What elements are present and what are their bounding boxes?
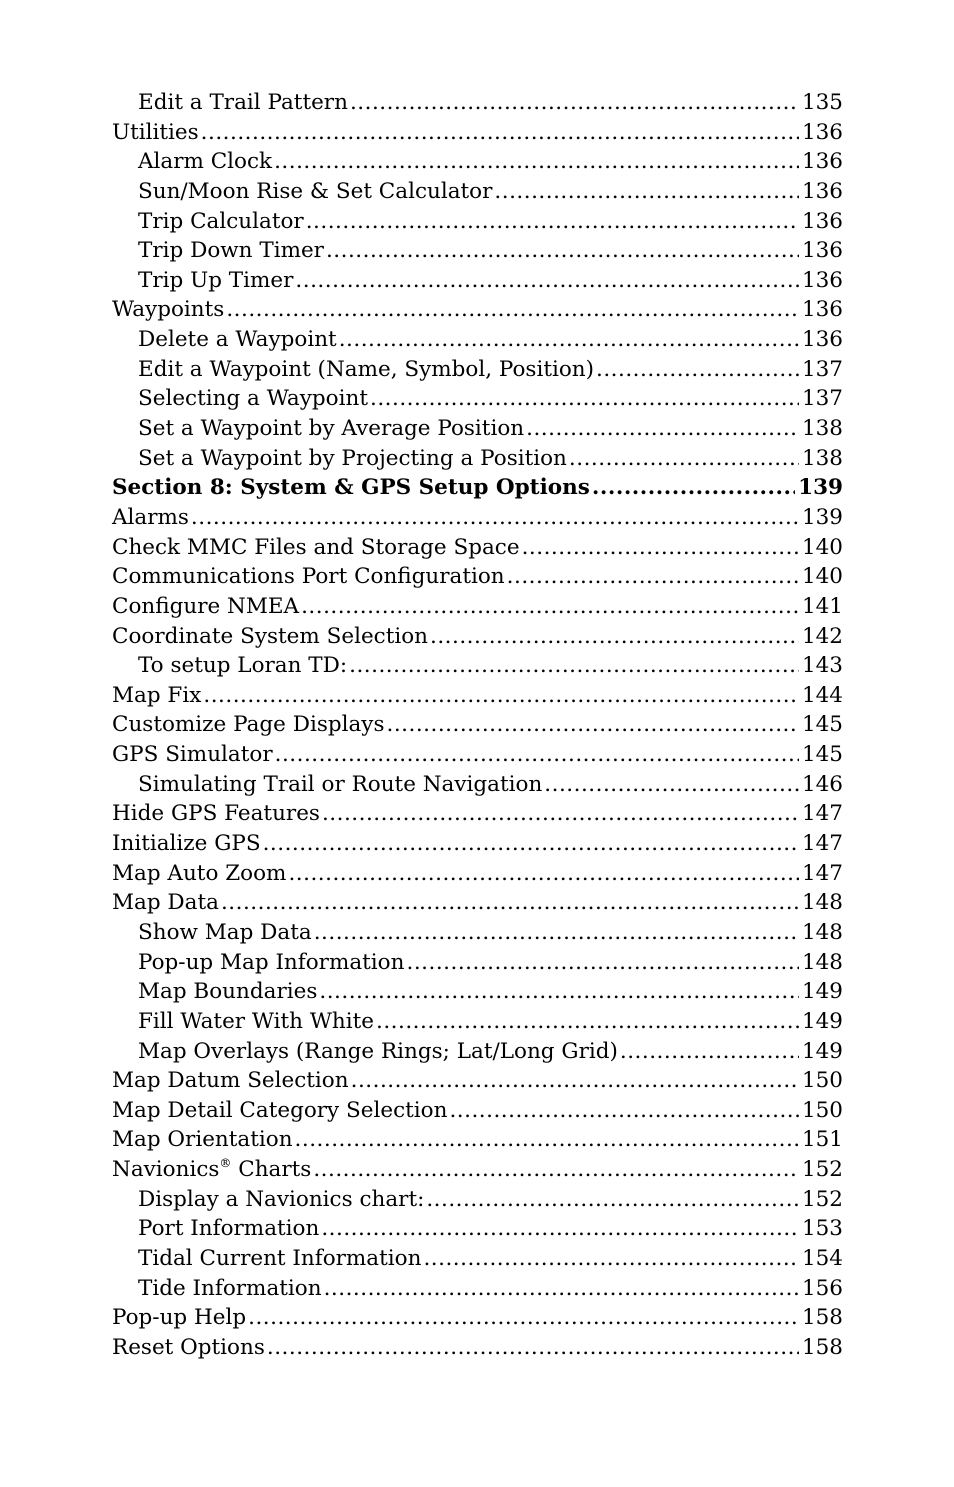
dot-leader: [596, 355, 799, 385]
toc-entry-title: [112, 740, 273, 770]
toc-entry-title-text: Sun/Moon Rise & Set Calculator: [138, 178, 493, 204]
dot-leader: [592, 473, 795, 503]
toc-entry[interactable]: [112, 1096, 843, 1126]
toc-entry[interactable]: [112, 1244, 843, 1274]
toc-entry[interactable]: [112, 799, 843, 829]
toc-entry-title: [138, 147, 272, 177]
dot-leader: [295, 266, 799, 296]
dot-leader: [494, 177, 799, 207]
dot-leader: [426, 1185, 799, 1215]
dot-leader: [522, 533, 799, 563]
toc-entry[interactable]: [112, 651, 843, 681]
toc-entry[interactable]: [112, 1007, 843, 1037]
toc-entry-page-number: 136: [801, 238, 843, 264]
toc-entry-page-number: 139: [801, 504, 843, 530]
toc-entry-page-number: 148: [801, 890, 843, 916]
toc-entry-title-text: Selecting a Waypoint: [138, 386, 368, 412]
toc-entry-title-text: Waypoints: [112, 297, 225, 323]
dot-leader: [203, 681, 799, 711]
toc-entry-page-number: 152: [801, 1157, 843, 1183]
toc-entry[interactable]: [112, 622, 843, 652]
toc-entry-page-number: 147: [801, 860, 843, 886]
toc-entry[interactable]: [112, 1214, 843, 1244]
toc-entry-title: [112, 503, 189, 533]
toc-entry-title-text: Utilities: [112, 119, 199, 145]
toc-entry[interactable]: [112, 384, 843, 414]
toc-entry-title-text: Edit a Waypoint (Name, Symbol, Position): [138, 356, 595, 382]
toc-entry-title-text: Customize Page Displays: [112, 712, 385, 738]
dot-leader: [313, 1155, 799, 1185]
toc-entry-title: [138, 1037, 618, 1067]
toc-entry-title-text: Map Fix: [112, 682, 202, 708]
toc-entry-page-number: 158: [801, 1334, 843, 1360]
toc-entry-page-number: 137: [801, 356, 843, 382]
dot-leader: [274, 147, 799, 177]
toc-entry[interactable]: [112, 740, 843, 770]
toc-entry-page-number: 148: [801, 919, 843, 945]
toc-entry[interactable]: [112, 1125, 843, 1155]
toc-entry-title-text: Map Data: [112, 890, 219, 916]
toc-entry-page-number: 136: [801, 208, 843, 234]
toc-entry-page-number: 137: [801, 386, 843, 412]
toc-entry-title-text: Set a Waypoint by Projecting a Position: [138, 445, 567, 471]
toc-entry-title: [112, 1066, 349, 1096]
dot-leader: [263, 829, 799, 859]
dot-leader: [351, 1066, 799, 1096]
table-of-contents: [112, 88, 843, 1363]
toc-entry-title: [138, 1185, 424, 1215]
dot-leader: [191, 503, 799, 533]
toc-entry-page-number: 153: [801, 1216, 843, 1242]
toc-entry-title: [138, 918, 312, 948]
dot-leader: [306, 207, 799, 237]
toc-entry[interactable]: [112, 88, 843, 118]
toc-entry-title: [138, 266, 293, 296]
toc-entry-title: [138, 88, 348, 118]
toc-entry-title: [112, 118, 199, 148]
toc-entry-title-text: Configure NMEA: [112, 593, 300, 619]
toc-entry-title-text: Fill Water With White: [138, 1008, 375, 1034]
toc-entry[interactable]: [112, 770, 843, 800]
toc-entry-page-number: 149: [801, 979, 843, 1005]
toc-entry-title-text: Alarm Clock: [138, 149, 273, 175]
toc-entry[interactable]: [112, 592, 843, 622]
dot-leader: [267, 1333, 799, 1363]
toc-entry-page-number: 138: [801, 416, 843, 442]
toc-entry-title: [112, 295, 224, 325]
toc-entry-title-text: Pop-up Help: [112, 1305, 247, 1331]
toc-entry-title-text: Map Detail Category Selection: [112, 1097, 448, 1123]
toc-entry[interactable]: [112, 414, 843, 444]
toc-entry-title: [138, 977, 317, 1007]
toc-entry-page-number: 149: [801, 1008, 843, 1034]
dot-leader: [248, 1303, 799, 1333]
toc-entry[interactable]: [112, 118, 843, 148]
toc-entry[interactable]: [112, 325, 843, 355]
toc-entry-title-text: Map Boundaries: [138, 979, 318, 1005]
toc-entry[interactable]: [112, 266, 843, 296]
toc-entry-title: [138, 207, 304, 237]
toc-entry-page-number: 138: [801, 445, 843, 471]
toc-entry-title-text: Trip Up Timer: [138, 267, 294, 293]
toc-entry[interactable]: [112, 473, 843, 503]
toc-entry-title-text: Initialize GPS: [112, 831, 261, 857]
toc-entry-title: [112, 799, 320, 829]
dot-leader: [226, 295, 799, 325]
toc-entry-title: [112, 681, 201, 711]
toc-entry-title-text: Map Orientation: [112, 1127, 293, 1153]
toc-entry-title-text: Tide Information: [138, 1275, 322, 1301]
dot-leader: [221, 888, 799, 918]
toc-entry-title: [112, 622, 428, 652]
toc-entry[interactable]: [112, 888, 843, 918]
toc-entry-page-number: 149: [801, 1038, 843, 1064]
toc-entry[interactable]: [112, 147, 843, 177]
dot-leader: [350, 88, 799, 118]
toc-entry-title: [112, 1303, 246, 1333]
toc-entry-title-text: Set a Waypoint by Average Position: [138, 416, 525, 442]
toc-entry-page-number: 136: [801, 327, 843, 353]
dot-leader: [349, 651, 799, 681]
toc-entry-title: [112, 473, 590, 503]
toc-entry-page-number: 156: [801, 1275, 843, 1301]
toc-entry[interactable]: [112, 829, 843, 859]
toc-entry-title-text: Simulating Trail or Route Navigation: [138, 771, 543, 797]
dot-leader: [423, 1244, 799, 1274]
dot-leader: [569, 444, 799, 474]
toc-entry-title-text: Section 8: System & GPS Setup Options: [112, 475, 590, 501]
toc-entry[interactable]: [112, 562, 843, 592]
toc-entry-title: [138, 1274, 322, 1304]
toc-entry-page-number: 146: [801, 771, 843, 797]
toc-entry-title-text: GPS Simulator: [112, 742, 273, 768]
toc-entry-page-number: 139: [798, 475, 843, 501]
toc-entry-title-suffix: Charts: [231, 1157, 312, 1183]
toc-entry-page-number: 141: [801, 593, 843, 619]
toc-entry[interactable]: [112, 177, 843, 207]
dot-leader: [370, 384, 799, 414]
toc-entry-title: [112, 829, 261, 859]
toc-entry[interactable]: [112, 681, 843, 711]
toc-entry-page-number: 152: [801, 1186, 843, 1212]
toc-entry-title: [138, 355, 594, 385]
dot-leader: [326, 236, 799, 266]
toc-entry[interactable]: [112, 503, 843, 533]
toc-entry-page-number: 145: [801, 712, 843, 738]
toc-entry[interactable]: [112, 355, 843, 385]
toc-entry-title-text: Map Auto Zoom: [112, 860, 287, 886]
dot-leader: [288, 859, 799, 889]
toc-entry-title: [138, 384, 368, 414]
toc-entry-title: [138, 1244, 421, 1274]
toc-entry-page-number: 136: [801, 178, 843, 204]
toc-entry-title: [138, 325, 337, 355]
toc-entry-title: [112, 859, 286, 889]
toc-entry[interactable]: [112, 1037, 843, 1067]
toc-entry-title-text: Map Datum Selection: [112, 1068, 349, 1094]
toc-entry-title-text: Port Information: [138, 1216, 320, 1242]
toc-entry-page-number: 151: [801, 1127, 843, 1153]
toc-entry[interactable]: [112, 1185, 843, 1215]
toc-entry-title: [112, 710, 385, 740]
dot-leader: [526, 414, 799, 444]
dot-leader: [376, 1007, 799, 1037]
toc-entry-title-text: Alarms: [112, 504, 189, 530]
toc-entry-title: [138, 414, 524, 444]
toc-entry-title-text: Display a Navionics chart:: [138, 1186, 425, 1212]
toc-entry[interactable]: [112, 918, 843, 948]
toc-entry-page-number: 135: [801, 90, 843, 115]
toc-entry-title: [138, 770, 542, 800]
toc-entry-title: [112, 562, 505, 592]
toc-entry-title-text: Tidal Current Information: [138, 1245, 422, 1271]
toc-entry[interactable]: [112, 948, 843, 978]
dot-leader: [339, 325, 799, 355]
dot-leader: [449, 1096, 799, 1126]
dot-leader: [201, 118, 799, 148]
toc-entry[interactable]: [112, 859, 843, 889]
dot-leader: [275, 740, 799, 770]
dot-leader: [295, 1125, 799, 1155]
toc-entry-title: [112, 888, 219, 918]
toc-entry-title: [138, 236, 324, 266]
toc-entry-title-text: Communications Port Configuration: [112, 564, 505, 590]
toc-entry-title-text: Edit a Trail Pattern: [138, 90, 348, 115]
toc-entry-page-number: 145: [801, 742, 843, 768]
dot-leader: [324, 1274, 799, 1304]
toc-entry[interactable]: [112, 1303, 843, 1333]
toc-entry-page-number: 150: [801, 1097, 843, 1123]
toc-entry-page-number: 143: [801, 653, 843, 679]
dot-leader: [314, 918, 799, 948]
toc-entry-title: [112, 1155, 311, 1185]
toc-entry-title: [138, 177, 492, 207]
toc-entry[interactable]: [112, 295, 843, 325]
toc-entry-page-number: 136: [801, 149, 843, 175]
toc-entry-title: [112, 592, 299, 622]
toc-entry[interactable]: [112, 236, 843, 266]
toc-entry-title-text: Check MMC Files and Storage Space: [112, 534, 520, 560]
toc-entry-title: [138, 651, 347, 681]
toc-entry-page-number: 154: [801, 1245, 843, 1271]
toc-entry[interactable]: [112, 444, 843, 474]
toc-entry-page-number: 136: [801, 119, 843, 145]
toc-entry-page-number: 158: [801, 1305, 843, 1331]
toc-entry-title-text: Hide GPS Features: [112, 801, 320, 827]
toc-entry-title-text: Coordinate System Selection: [112, 623, 429, 649]
toc-entry-title-text: Trip Down Timer: [138, 238, 324, 264]
toc-entry-page-number: 136: [801, 267, 843, 293]
toc-entry-title: [138, 444, 567, 474]
registered-mark: ®: [219, 1156, 232, 1171]
toc-entry-page-number: 148: [801, 949, 843, 975]
dot-leader: [544, 770, 799, 800]
dot-leader: [406, 948, 798, 978]
toc-entry-page-number: 136: [801, 297, 843, 323]
toc-entry-page-number: 140: [801, 564, 843, 590]
toc-entry-page-number: 140: [801, 534, 843, 560]
toc-entry-title: [112, 1125, 293, 1155]
dot-leader: [507, 562, 799, 592]
toc-entry[interactable]: [112, 977, 843, 1007]
toc-entry[interactable]: [112, 1066, 843, 1096]
dot-leader: [321, 1214, 799, 1244]
dot-leader: [322, 799, 799, 829]
toc-entry[interactable]: [112, 1155, 843, 1185]
toc-entry-title: [138, 1007, 374, 1037]
toc-entry-page-number: 147: [801, 831, 843, 857]
toc-entry-title: [138, 948, 404, 978]
toc-entry-title-text: Trip Calculator: [138, 208, 304, 234]
toc-entry-title: [138, 1214, 319, 1244]
toc-entry-page-number: 142: [801, 623, 843, 649]
toc-entry-title-text: Pop-up Map Information: [138, 949, 405, 975]
toc-entry-title-text: Delete a Waypoint: [138, 327, 337, 353]
toc-entry-title-text: Map Overlays (Range Rings; Lat/Long Grid): [138, 1038, 618, 1064]
toc-entry-page-number: 144: [801, 682, 843, 708]
dot-leader: [319, 977, 799, 1007]
dot-leader: [301, 592, 799, 622]
toc-entry[interactable]: [112, 1274, 843, 1304]
toc-entry-page-number: 150: [801, 1068, 843, 1094]
toc-entry-title-text: Navionics: [112, 1157, 220, 1183]
toc-entry[interactable]: [112, 207, 843, 237]
toc-entry-title-text: Show Map Data: [138, 919, 312, 945]
toc-entry-title-text: To setup Loran TD:: [138, 653, 348, 679]
dot-leader: [387, 710, 799, 740]
dot-leader: [620, 1037, 799, 1067]
toc-entry[interactable]: [112, 710, 843, 740]
toc-entry-title: [112, 1333, 265, 1363]
toc-entry[interactable]: [112, 1333, 843, 1363]
dot-leader: [430, 622, 799, 652]
toc-entry-title: [112, 533, 520, 563]
toc-entry[interactable]: [112, 533, 843, 563]
toc-entry-title: [112, 1096, 447, 1126]
toc-entry-title-text: Reset Options: [112, 1334, 265, 1360]
toc-entry-page-number: 147: [801, 801, 843, 827]
